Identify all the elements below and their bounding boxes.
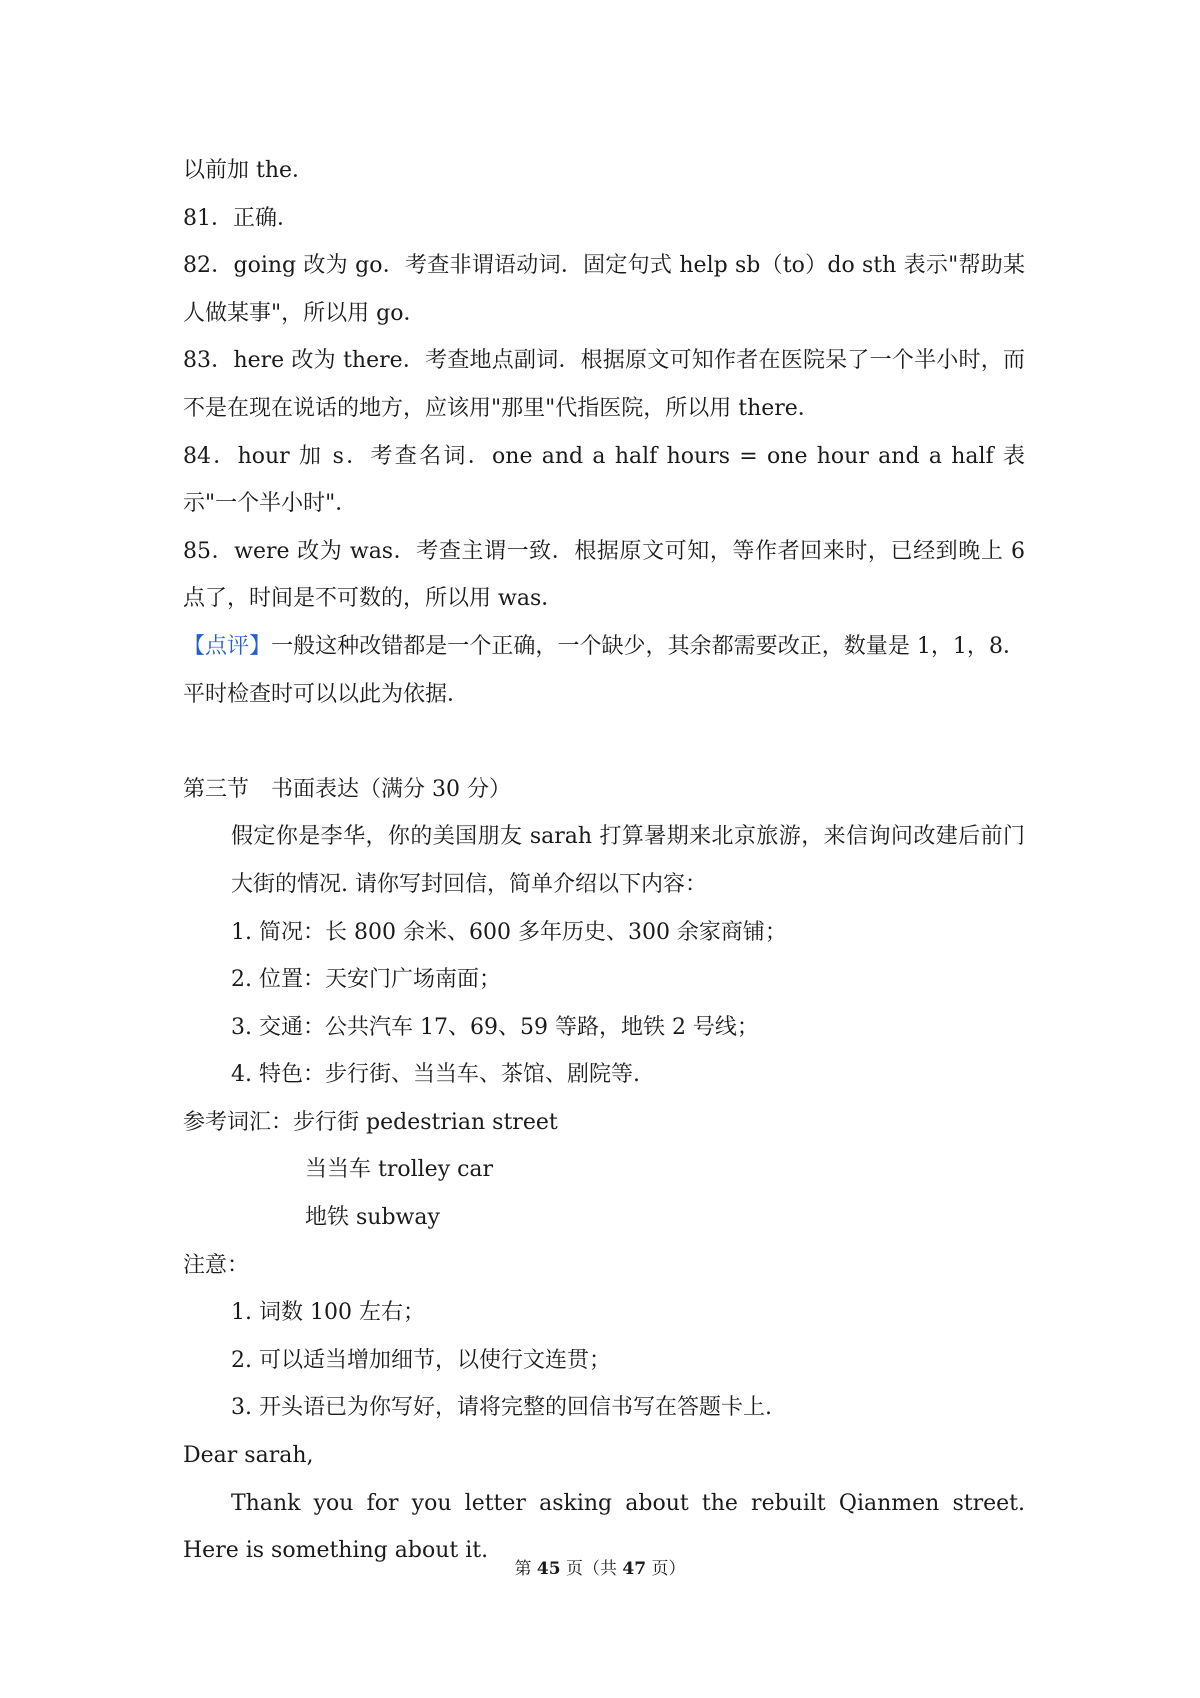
writing-prompt: 假定你是李华，你的美国朋友 sarah 打算暑期来北京旅游，来信询问改建后前门大街的情况. 请你写封回信，简单介绍以下内容： xyxy=(231,824,1025,897)
page-footer xyxy=(0,1557,1200,1581)
prompt-item: 3. 交通：公共汽车 17、69、59 等路，地铁 2 号线； xyxy=(231,1014,759,1040)
page-content xyxy=(183,147,1025,1575)
answer-81: 81．正确． xyxy=(183,205,299,231)
note-item: 1. 词数 100 左右； xyxy=(231,1300,425,1326)
vocab-label: 参考词汇： xyxy=(183,1109,294,1135)
footer-prefix: 第 xyxy=(514,1559,537,1579)
notes-label: 注意： xyxy=(183,1252,250,1278)
vocab-row xyxy=(183,1099,1025,1147)
prompt-item: 4. 特色：步行街、当当车、茶馆、剧院等. xyxy=(231,1062,640,1088)
answer-continuation: 以前加 the． xyxy=(183,158,315,183)
answer-82: 82．going 改为 go．考查非谓语动词．固定句式 help sb（to）do sth 表示"帮助某人做某事"，所以用 go． xyxy=(183,253,1025,326)
answer-85: 85．were 改为 was．考查主谓一致．根据原文可知，等作者回来时，已经到晚上 6 点了，时间是不可数的，所以用 was． xyxy=(183,538,1025,612)
vocab-item: 当当车 trolley car xyxy=(305,1157,494,1183)
footer-page-number: 45 xyxy=(536,1559,561,1579)
prompt-item: 1. 简况：长 800 余米、600 多年历史、300 余家商铺； xyxy=(231,919,787,945)
vocab-item: 地铁 subway xyxy=(305,1205,440,1231)
prompt-item: 2. 位置：天安门广场南面； xyxy=(231,967,501,993)
comment-paragraph xyxy=(183,623,1025,718)
footer-total-pages: 47 xyxy=(622,1559,647,1579)
letter-salutation: Dear sarah, xyxy=(183,1443,314,1469)
spacer xyxy=(183,718,1025,766)
section-heading: 第三节 书面表达（满分 30 分） xyxy=(183,776,511,802)
answer-84: 84．hour 加 s．考查名词．one and a half hours = one hour and a half 表示"一个半小时"． xyxy=(183,443,1025,517)
comment-text: 一般这种改错都是一个正确，一个缺少，其余都需要改正，数量是 1，1，8．平时检查时可以以此为依据． xyxy=(183,633,1025,707)
footer-middle: 页（共 xyxy=(560,1559,623,1579)
letter-opening: Thank you for you letter asking about the rebuilt Qianmen street. Here is something about it. xyxy=(183,1490,1025,1564)
note-item: 3. 开头语已为你写好，请将完整的回信书写在答题卡上. xyxy=(231,1395,772,1421)
answer-83: 83．here 改为 there．考查地点副词．根据原文可知作者在医院呆了一个半小时，而不是在现在说话的地方，应该用"那里"代指医院，所以用 there． xyxy=(183,348,1025,421)
note-item: 2. 可以适当增加细节，以使行文连贯； xyxy=(231,1347,611,1373)
vocab-item: 步行街 pedestrian street xyxy=(293,1109,558,1135)
footer-suffix: 页） xyxy=(646,1559,686,1579)
comment-tag: 【点评】 xyxy=(183,633,272,659)
